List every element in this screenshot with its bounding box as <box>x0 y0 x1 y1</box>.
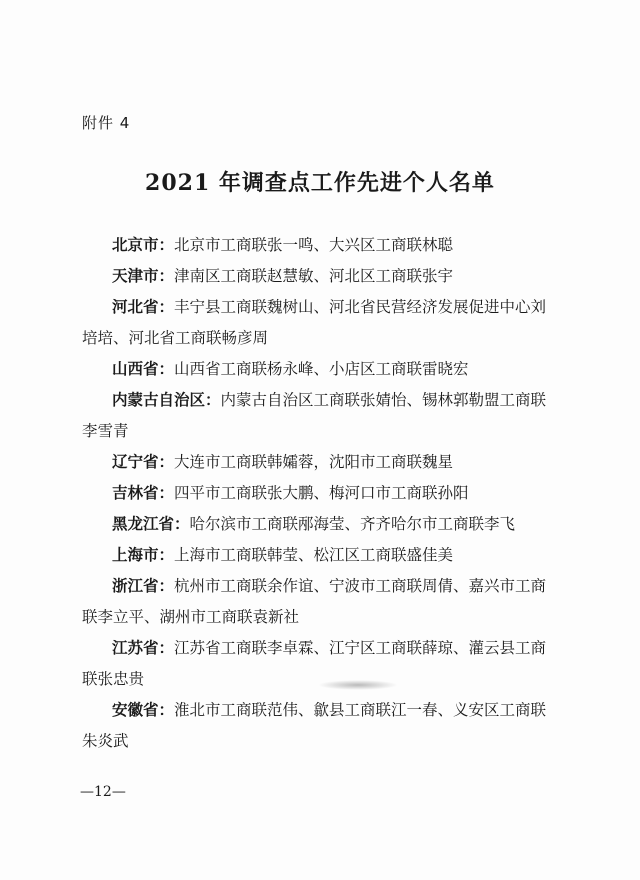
honoree-names: 哈尔滨市工商联邴海莹、齐齐哈尔市工商联李飞 <box>189 515 516 533</box>
province-label: 内蒙古自治区： <box>112 391 221 409</box>
list-item <box>82 230 552 261</box>
page-title: 2021 年调查点工作先进个人名单 <box>145 170 495 196</box>
honoree-list <box>82 230 552 757</box>
honoree-names: 杭州市工商联余作谊、宁波市工商联周倩、嘉兴市工商联李立平、湖州市工商联袁新社 <box>82 577 547 626</box>
list-item <box>82 695 552 757</box>
honoree-names: 江苏省工商联李卓霖、江宁区工商联薛琼、灌云县工商联张忠贵 <box>82 639 547 688</box>
honoree-names: 丰宁县工商联魏树山、河北省民营经济发展促进中心刘培培、河北省工商联畅彦周 <box>82 298 547 347</box>
honoree-names: 津南区工商联赵慧敏、河北区工商联张宇 <box>174 267 454 285</box>
honoree-names: 内蒙古自治区工商联张婧怡、锡林郭勒盟工商联李雪青 <box>82 391 547 440</box>
list-item <box>82 571 552 633</box>
province-label: 北京市： <box>112 236 175 254</box>
attachment-label: 附件 4 <box>82 114 131 132</box>
list-item <box>82 633 552 695</box>
list-item <box>82 478 552 509</box>
province-label: 山西省： <box>112 360 175 378</box>
province-label: 浙江省： <box>112 577 175 595</box>
honoree-names: 北京市工商联张一鸣、大兴区工商联林聪 <box>174 236 454 254</box>
honoree-names: 上海市工商联韩莹、松江区工商联盛佳美 <box>174 546 454 564</box>
honoree-names: 四平市工商联张大鹏、梅河口市工商联孙阳 <box>174 484 469 502</box>
honoree-names: 山西省工商联杨永峰、小店区工商联雷晓宏 <box>174 360 469 378</box>
list-item <box>82 292 552 354</box>
province-label: 天津市： <box>112 267 175 285</box>
honoree-names: 大连市工商联韩孀蓉，沈阳市工商联魏星 <box>174 453 454 471</box>
province-label: 辽宁省： <box>112 453 175 471</box>
list-item <box>82 354 552 385</box>
province-label: 吉林省： <box>112 484 175 502</box>
honoree-names: 淮北市工商联范伟、歙县工商联江一春、义安区工商联朱炎武 <box>82 701 547 750</box>
list-item <box>82 447 552 478</box>
list-item <box>82 385 552 447</box>
list-item <box>82 509 552 540</box>
list-item <box>82 540 552 571</box>
province-label: 上海市： <box>112 546 175 564</box>
province-label: 江苏省： <box>112 639 175 657</box>
province-label: 安徽省： <box>112 701 175 719</box>
province-label: 黑龙江省： <box>112 515 190 533</box>
list-item <box>82 261 552 292</box>
scan-smudge <box>318 680 398 690</box>
page-number: —12— <box>80 784 126 800</box>
province-label: 河北省： <box>112 298 175 316</box>
